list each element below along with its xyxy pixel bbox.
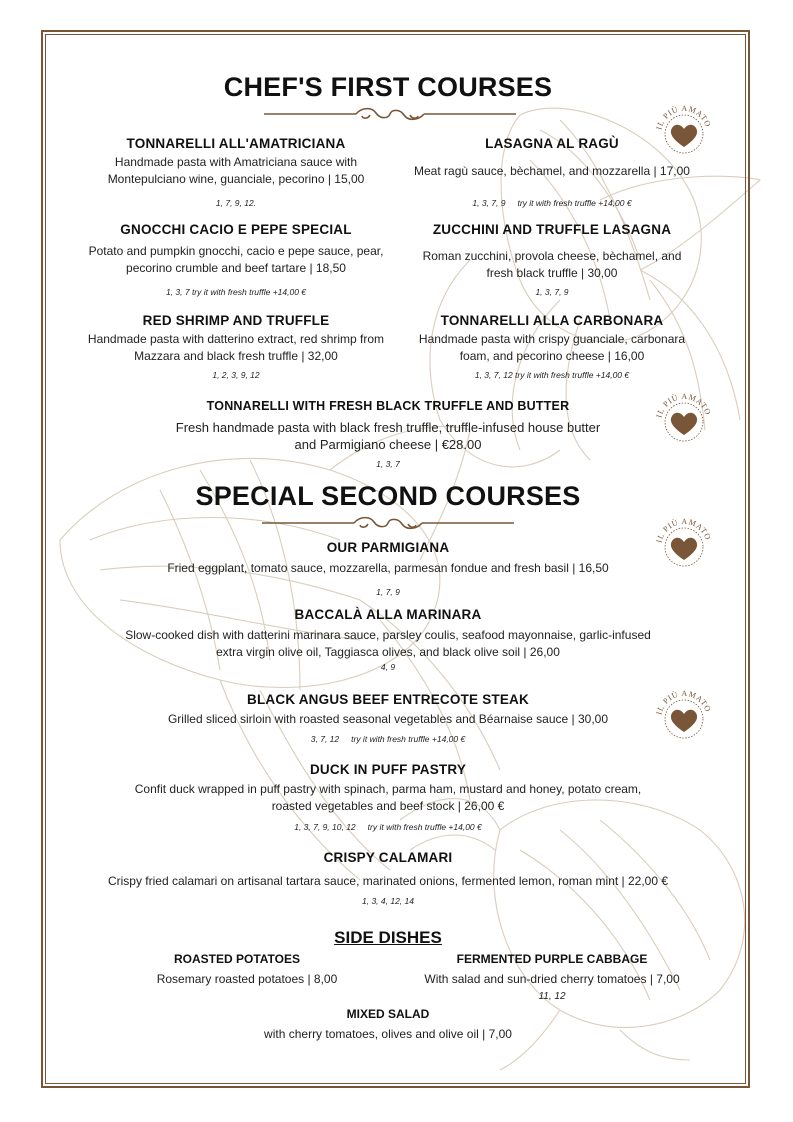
allergen-codes: 1, 2, 3, 9, 12	[212, 370, 260, 380]
dish-name: LASAGNA AL RAGÙ	[485, 136, 619, 151]
allergen-codes: 1, 3, 7 try it with fresh truffle +14,00 €	[165, 287, 307, 297]
svg-text:IL PIÙ AMATO: IL PIÙ AMATO	[654, 516, 713, 544]
dish-name: MIXED SALAD	[346, 1007, 430, 1021]
dish-description: Handmade pasta with crispy guanciale, carbonara foam, and pecorino cheese | 16,00	[418, 332, 686, 363]
dish-description: Slow-cooked dish with datterini marinara sauce, parsley coulis, seafood mayonnaise, garlic-infused extra virgin olive oil, Taggiasca olives, and black olive soil | 26,00	[125, 628, 651, 659]
dish-name: ZUCCHINI AND TRUFFLE LASAGNA	[432, 222, 672, 237]
allergen-codes: 1, 3, 7, 9, 10, 12 try it with fresh truffle +14,00 €	[294, 822, 482, 832]
il-piu-amato-seal-logo	[653, 100, 715, 162]
ornament-divider	[260, 513, 516, 533]
section-title-first-courses: CHEF'S FIRST COURSES	[223, 72, 553, 102]
allergen-codes: 1, 7, 9, 12.	[215, 198, 257, 208]
dish-description: Rosemary roasted potatoes | 8,00	[156, 972, 338, 986]
dish-description: Crispy fried calamari on artisanal tartara sauce, marinated onions, fermented lemon, roman mint | 22,00 €	[107, 874, 669, 888]
allergen-codes: 1, 3, 7, 9	[535, 287, 569, 297]
allergen-codes: 1, 3, 7, 12 try it with fresh truffle +14,00 €	[474, 370, 630, 380]
section-title-side-dishes: SIDE DISHES	[334, 928, 442, 947]
dish-name: OUR PARMIGIANA	[326, 540, 450, 555]
dish-description: Handmade pasta with datterino extract, red shrimp from Mazzara and black fresh truffle | 32,00	[87, 332, 385, 363]
dish-name: CRISPY CALAMARI	[323, 850, 453, 865]
allergen-codes: 11, 12	[538, 991, 566, 1002]
dish-name: TONNARELLI ALLA CARBONARA	[440, 313, 664, 328]
allergen-codes: 1, 3, 7	[376, 459, 400, 469]
dish-description: Meat ragù sauce, bèchamel, and mozzarella | 17,00	[414, 164, 690, 178]
svg-text:IL PIÙ AMATO: IL PIÙ AMATO	[654, 688, 713, 716]
dish-name: FERMENTED PURPLE CABBAGE	[456, 952, 648, 966]
dish-name: BACCALÀ ALLA MARINARA	[294, 607, 482, 622]
allergen-codes: 1, 7, 9	[376, 587, 400, 597]
dish-description: Grilled sliced sirloin with roasted seasonal vegetables and Béarnaise sauce | 30,00	[167, 712, 609, 726]
allergen-codes: 1, 3, 7, 9 try it with fresh truffle +14,00 €	[472, 198, 632, 208]
page-border-inner	[45, 34, 746, 1084]
dish-description: Roman zucchini, provola cheese, bèchamel, and fresh black truffle | 30,00	[422, 249, 682, 280]
dish-name: BLACK ANGUS BEEF ENTRECOTE STEAK	[247, 692, 529, 707]
dish-description: With salad and sun-dried cherry tomatoes | 7,00	[424, 972, 680, 986]
dish-description: Handmade pasta with Amatriciana sauce with Montepulciano wine, guanciale, pecorino | 15,00	[107, 155, 365, 186]
svg-text:IL PIÙ AMATO: IL PIÙ AMATO	[654, 391, 713, 419]
dish-name: TONNARELLI ALL'AMATRICIANA	[126, 136, 346, 151]
dish-description: with cherry tomatoes, olives and olive oil | 7,00	[264, 1027, 512, 1041]
allergen-codes: 1, 3, 4, 12, 14	[362, 896, 414, 906]
dish-name: RED SHRIMP AND TRUFFLE	[142, 313, 330, 328]
allergen-codes: 3, 7, 12 try it with fresh truffle +14,00 €	[310, 734, 466, 744]
dish-description: Fried eggplant, tomato sauce, mozzarella, parmesan fondue and fresh basil | 16,50	[167, 561, 609, 575]
allergen-codes: 4, 9	[380, 662, 396, 672]
ornament-divider	[262, 104, 518, 124]
dish-description: Confit duck wrapped in puff pastry with spinach, parma ham, mustard and honey, potato cream, roasted vegetables and beef stock | 26,00 €	[134, 782, 642, 813]
dish-description: Fresh handmade pasta with black fresh truffle, truffle-infused house butter and Parmigiano cheese | €28.00	[175, 420, 601, 452]
dish-name: TONNARELLI WITH FRESH BLACK TRUFFLE AND BUTTER	[206, 399, 570, 413]
dish-name: GNOCCHI CACIO E PEPE SPECIAL	[120, 222, 352, 237]
dish-description: Potato and pumpkin gnocchi, cacio e pepe sauce, pear, pecorino crumble and beef tartare | 18,50	[88, 244, 384, 275]
svg-text:IL PIÙ AMATO: IL PIÙ AMATO	[654, 103, 713, 131]
dish-name: ROASTED POTATOES	[173, 952, 300, 966]
section-title-second-courses: SPECIAL SECOND COURSES	[195, 481, 581, 511]
dish-name: DUCK IN PUFF PASTRY	[309, 762, 467, 777]
